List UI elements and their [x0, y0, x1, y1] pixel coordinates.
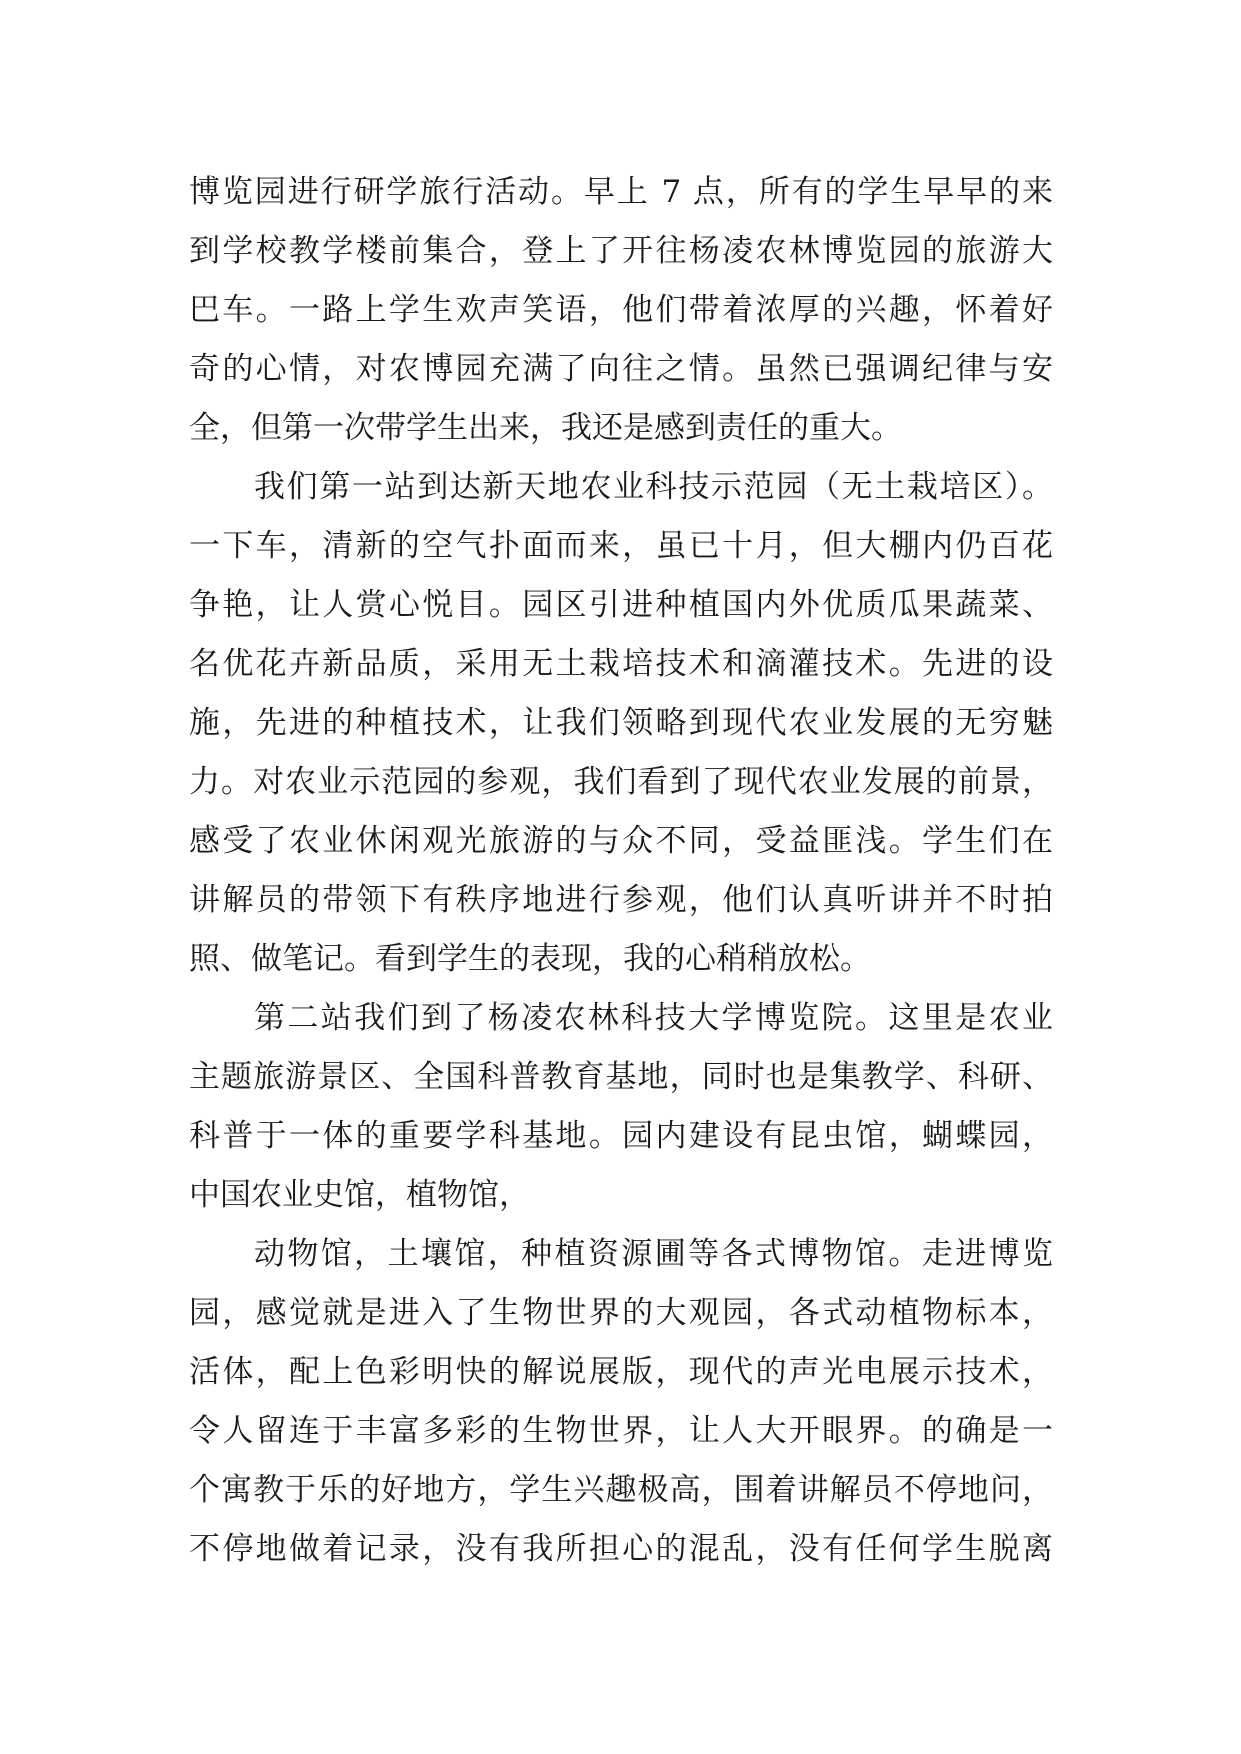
text-line: 主题旅游景区、全国科普教育基地，同时也是集教学、科研、: [189, 1059, 1053, 1095]
text-line: 感受了农业休闲观光旅游的与众不同，受益匪浅。学生们在: [189, 823, 1053, 859]
text-line: 令人留连于丰富多彩的生物世界，让人大开眼界。的确是一: [189, 1413, 1053, 1449]
document-body: [189, 163, 1053, 1579]
text-line: 施，先进的种植技术，让我们领略到现代农业发展的无穷魅: [189, 705, 1053, 741]
text-line: 到学校教学楼前集合，登上了开往杨凌农林博览园的旅游大: [189, 233, 1053, 269]
text-line: 全，但第一次带学生出来，我还是感到责任的重大。: [189, 410, 902, 446]
text-line: 科普于一体的重要学科基地。园内建设有昆虫馆，蝴蝶园，: [189, 1118, 1053, 1154]
text-line: 动物馆，土壤馆，种植资源圃等各式博物馆。走进博览: [254, 1236, 1053, 1272]
text-line: 力。对农业示范园的参观，我们看到了现代农业发展的前景，: [189, 764, 1053, 800]
text-line: 个寓教于乐的好地方，学生兴趣极高，围着讲解员不停地问，: [189, 1472, 1053, 1508]
text-line: 争艳，让人赏心悦目。园区引进种植国内外优质瓜果蔬菜、: [189, 587, 1053, 623]
text-line: 我们第一站到达新天地农业科技示范园（无土栽培区）。: [254, 469, 1053, 505]
text-line: 奇的心情，对农博园充满了向往之情。虽然已强调纪律与安: [189, 351, 1053, 387]
text-line: 第二站我们到了杨凌农林科技大学博览院。这里是农业: [254, 1000, 1053, 1036]
text-line: 照、做笔记。看到学生的表现，我的心稍稍放松。: [189, 941, 871, 977]
text-line: 不停地做着记录，没有我所担心的混乱，没有任何学生脱离: [189, 1531, 1053, 1567]
text-line: 博览园进行研学旅行活动。早上 7 点，所有的学生早早的来: [189, 174, 1053, 210]
text-line: 名优花卉新品质，采用无土栽培技术和滴灌技术。先进的设: [189, 646, 1053, 682]
text-line: 中国农业史馆，植物馆，: [189, 1177, 530, 1213]
text-line: 一下车，清新的空气扑面而来，虽已十月，但大棚内仍百花: [189, 528, 1053, 564]
text-line: 园，感觉就是进入了生物世界的大观园，各式动植物标本，: [189, 1295, 1053, 1331]
text-line: 巴车。一路上学生欢声笑语，他们带着浓厚的兴趣，怀着好: [189, 292, 1053, 328]
text-line: 讲解员的带领下有秩序地进行参观，他们认真听讲并不时拍: [189, 882, 1053, 918]
text-line: 活体，配上色彩明快的解说展版，现代的声光电展示技术，: [189, 1354, 1053, 1390]
